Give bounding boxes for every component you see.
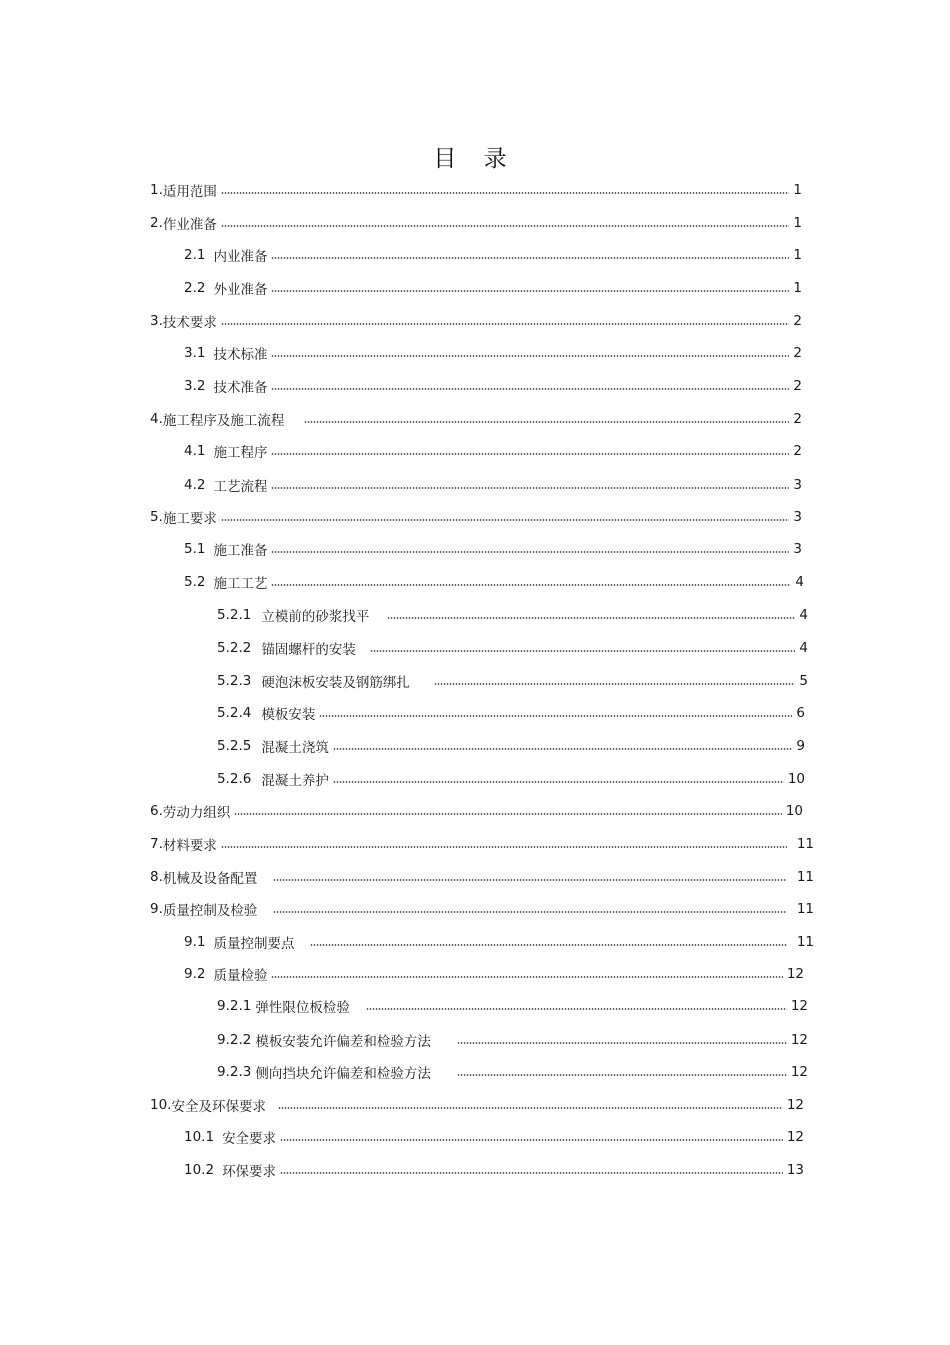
toc-entry-number: 4.1 bbox=[184, 443, 206, 459]
toc-entry-page: 2 bbox=[793, 313, 802, 329]
toc-entry[interactable] bbox=[217, 736, 805, 756]
toc-entry-number: 5.2.3 bbox=[217, 673, 252, 689]
toc-entry[interactable] bbox=[184, 1160, 804, 1180]
toc-entry-page: 11 bbox=[796, 901, 814, 917]
toc-entry-label: 材料要求 bbox=[162, 838, 217, 854]
toc-entry[interactable] bbox=[184, 964, 804, 984]
toc-entry-page: 2 bbox=[793, 345, 802, 361]
toc-entry-label: 锚固螺杆的安装 bbox=[261, 642, 356, 658]
toc-entry-label: 安全及环保要求 bbox=[171, 1099, 266, 1115]
dot-leader bbox=[457, 1074, 787, 1076]
toc-entry-number: 8. bbox=[150, 869, 163, 885]
toc-entry-label: 劳动力组织 bbox=[162, 805, 231, 821]
toc-entry-label: 外业准备 bbox=[213, 282, 268, 298]
toc-entry-page: 6 bbox=[796, 705, 805, 721]
toc-entry-label: 技术标准 bbox=[213, 347, 268, 363]
toc-entry[interactable] bbox=[150, 899, 814, 919]
toc-entry-number: 5.2.2 bbox=[217, 640, 252, 656]
toc-entry[interactable] bbox=[217, 996, 808, 1016]
toc-entry-number: 9. bbox=[150, 901, 163, 917]
dot-leader bbox=[221, 225, 790, 227]
toc-entry[interactable] bbox=[184, 376, 802, 396]
toc-entry-label: 质量控制要点 bbox=[213, 936, 295, 952]
toc-entry-page: 10 bbox=[787, 771, 805, 787]
dot-leader bbox=[310, 944, 786, 946]
dot-leader bbox=[280, 1172, 783, 1174]
toc-entry[interactable] bbox=[217, 1030, 808, 1050]
dot-leader bbox=[280, 1139, 783, 1141]
toc-entry-label: 混凝土浇筑 bbox=[261, 740, 329, 756]
toc-entry-number: 3.1 bbox=[184, 345, 206, 361]
toc-entry-page: 12 bbox=[786, 1097, 804, 1113]
toc-entry-number: 3.2 bbox=[184, 378, 206, 394]
toc-entry[interactable] bbox=[150, 507, 802, 527]
dot-leader bbox=[221, 192, 790, 194]
toc-entry-number: 5.2.1 bbox=[217, 607, 252, 623]
dot-leader bbox=[271, 388, 789, 390]
page-title: 目 录 bbox=[433, 146, 517, 172]
toc-entry-number: 5.2.5 bbox=[217, 738, 252, 754]
toc-entry-label: 模板安装 bbox=[261, 707, 316, 723]
toc-entry-label: 安全要求 bbox=[222, 1131, 277, 1147]
toc-entry-label: 质量控制及检验 bbox=[162, 903, 258, 919]
toc-entry[interactable] bbox=[150, 213, 802, 233]
toc-entry-page: 1 bbox=[793, 247, 802, 263]
dot-leader bbox=[387, 617, 795, 619]
dot-leader bbox=[278, 1107, 783, 1109]
toc-entry-number: 2. bbox=[150, 215, 163, 231]
toc-entry-number: 9.2.1 bbox=[217, 998, 252, 1014]
dot-leader bbox=[234, 813, 781, 815]
toc-entry-number: 5.2.4 bbox=[217, 705, 252, 721]
toc-entry-label: 施工工艺 bbox=[213, 576, 268, 592]
toc-entry-label: 机械及设备配置 bbox=[162, 871, 258, 887]
dot-leader bbox=[304, 421, 789, 423]
toc-entry-page: 2 bbox=[793, 378, 802, 394]
dot-leader bbox=[271, 453, 789, 455]
toc-entry-label: 工艺流程 bbox=[213, 479, 268, 495]
dot-leader bbox=[221, 323, 790, 325]
toc-entry-page: 1 bbox=[793, 182, 802, 198]
toc-entry-number: 10.1 bbox=[184, 1129, 215, 1145]
toc-entry-page: 4 bbox=[799, 607, 808, 623]
dot-leader bbox=[434, 683, 796, 685]
toc-entry-label: 技术要求 bbox=[162, 315, 217, 331]
toc-entry-label: 施工要求 bbox=[162, 511, 217, 527]
dot-leader bbox=[319, 715, 792, 717]
toc-entry-number: 10. bbox=[150, 1097, 172, 1113]
toc-entry-label: 作业准备 bbox=[162, 217, 217, 233]
toc-entry-page: 4 bbox=[795, 574, 804, 590]
toc-entry-page: 12 bbox=[786, 966, 804, 982]
toc-entry[interactable] bbox=[217, 671, 808, 691]
toc-entry-number: 5. bbox=[150, 509, 163, 525]
toc-entry-number: 2.1 bbox=[184, 247, 206, 263]
toc-entry-label: 施工准备 bbox=[213, 543, 268, 559]
toc-entry-page: 13 bbox=[786, 1162, 804, 1178]
toc-entry-page: 2 bbox=[793, 443, 802, 459]
dot-leader bbox=[271, 487, 789, 489]
dot-leader bbox=[221, 519, 790, 521]
dot-leader bbox=[333, 748, 793, 750]
toc-entry-number: 10.2 bbox=[184, 1162, 215, 1178]
dot-leader bbox=[273, 911, 786, 913]
toc-entry-page: 3 bbox=[793, 541, 802, 557]
toc-entry[interactable] bbox=[184, 1127, 804, 1147]
toc-entry-label: 技术准备 bbox=[213, 380, 268, 396]
toc-entry-number: 9.2.3 bbox=[217, 1064, 252, 1080]
toc-entry-page: 12 bbox=[786, 1129, 804, 1145]
toc-entry-label: 弹性限位板检验 bbox=[255, 1000, 350, 1016]
toc-entry[interactable] bbox=[184, 572, 804, 592]
toc-entry[interactable] bbox=[150, 180, 802, 200]
toc-entry-page: 2 bbox=[793, 411, 802, 427]
toc-entry[interactable] bbox=[184, 441, 802, 461]
toc-entry[interactable] bbox=[150, 801, 803, 821]
toc-entry[interactable] bbox=[184, 245, 802, 265]
dot-leader bbox=[457, 1042, 787, 1044]
toc-entry-number: 9.2 bbox=[184, 966, 206, 982]
toc-entry[interactable] bbox=[150, 409, 802, 429]
toc-entry-label: 内业准备 bbox=[213, 249, 268, 265]
dot-leader bbox=[271, 257, 789, 259]
toc-entry-page: 10 bbox=[785, 803, 803, 819]
toc-entry[interactable] bbox=[184, 343, 802, 363]
toc-entry-number: 6. bbox=[150, 803, 163, 819]
toc-entry-number: 5.1 bbox=[184, 541, 206, 557]
toc-entry[interactable] bbox=[217, 1062, 808, 1082]
toc-entry-page: 11 bbox=[796, 934, 814, 950]
toc-entry[interactable] bbox=[184, 932, 814, 952]
toc-entry-number: 7. bbox=[150, 836, 163, 852]
toc-entry-page: 12 bbox=[790, 1032, 808, 1048]
toc-entry-page: 5 bbox=[799, 673, 808, 689]
dot-leader bbox=[370, 650, 796, 652]
dot-leader bbox=[221, 846, 787, 848]
toc-entry-label: 模板安装允许偏差和检验方法 bbox=[255, 1034, 431, 1050]
toc-entry-number: 4.2 bbox=[184, 477, 206, 493]
toc-entry-number: 4. bbox=[150, 411, 163, 427]
dot-leader bbox=[271, 584, 791, 586]
toc-entry-page: 12 bbox=[790, 1064, 808, 1080]
toc-entry-page: 3 bbox=[793, 477, 802, 493]
toc-entry-number: 9.2.2 bbox=[217, 1032, 252, 1048]
toc-entry-page: 11 bbox=[796, 836, 814, 852]
toc-entry[interactable] bbox=[184, 475, 802, 495]
dot-leader bbox=[271, 290, 789, 292]
table-of-contents bbox=[0, 174, 950, 1180]
toc-entry-number: 9.1 bbox=[184, 934, 206, 950]
toc-entry[interactable] bbox=[217, 605, 808, 625]
toc-entry[interactable] bbox=[150, 834, 814, 854]
toc-entry-number: 2.2 bbox=[184, 280, 206, 296]
toc-entry-page: 9 bbox=[796, 738, 805, 754]
toc-entry-page: 3 bbox=[793, 509, 802, 525]
toc-entry-label: 环保要求 bbox=[222, 1164, 277, 1180]
toc-entry-label: 施工程序及施工流程 bbox=[162, 413, 285, 429]
dot-leader bbox=[333, 781, 784, 783]
dot-leader bbox=[273, 879, 786, 881]
toc-entry-number: 5.2.6 bbox=[217, 771, 252, 787]
toc-entry-number: 1. bbox=[150, 182, 163, 198]
toc-entry-page: 12 bbox=[790, 998, 808, 1014]
toc-entry-page: 1 bbox=[793, 280, 802, 296]
toc-entry-label: 适用范围 bbox=[162, 184, 217, 200]
toc-entry-number: 3. bbox=[150, 313, 163, 329]
toc-entry-page: 1 bbox=[793, 215, 802, 231]
toc-entry[interactable] bbox=[184, 539, 802, 559]
toc-entry-label: 侧向挡块允许偏差和检验方法 bbox=[255, 1066, 431, 1082]
dot-leader bbox=[366, 1008, 787, 1010]
toc-entry-page: 11 bbox=[796, 869, 814, 885]
toc-entry[interactable] bbox=[184, 278, 802, 298]
dot-leader bbox=[271, 551, 789, 553]
toc-entry[interactable] bbox=[150, 1095, 804, 1115]
toc-entry-label: 施工程序 bbox=[213, 445, 268, 461]
toc-entry-label: 立模前的砂浆找平 bbox=[261, 609, 370, 625]
toc-entry[interactable] bbox=[217, 769, 805, 789]
toc-entry[interactable] bbox=[150, 311, 802, 331]
toc-entry[interactable] bbox=[217, 703, 805, 723]
toc-entry[interactable] bbox=[217, 638, 808, 658]
toc-entry-label: 质量检验 bbox=[213, 968, 268, 984]
toc-entry-page: 4 bbox=[799, 640, 808, 656]
dot-leader bbox=[271, 976, 782, 978]
toc-entry[interactable] bbox=[150, 867, 814, 887]
toc-entry-label: 硬泡沫板安装及钢筋绑扎 bbox=[261, 675, 410, 691]
toc-entry-number: 5.2 bbox=[184, 574, 206, 590]
toc-entry-label: 混凝土养护 bbox=[261, 773, 329, 789]
dot-leader bbox=[271, 355, 789, 357]
